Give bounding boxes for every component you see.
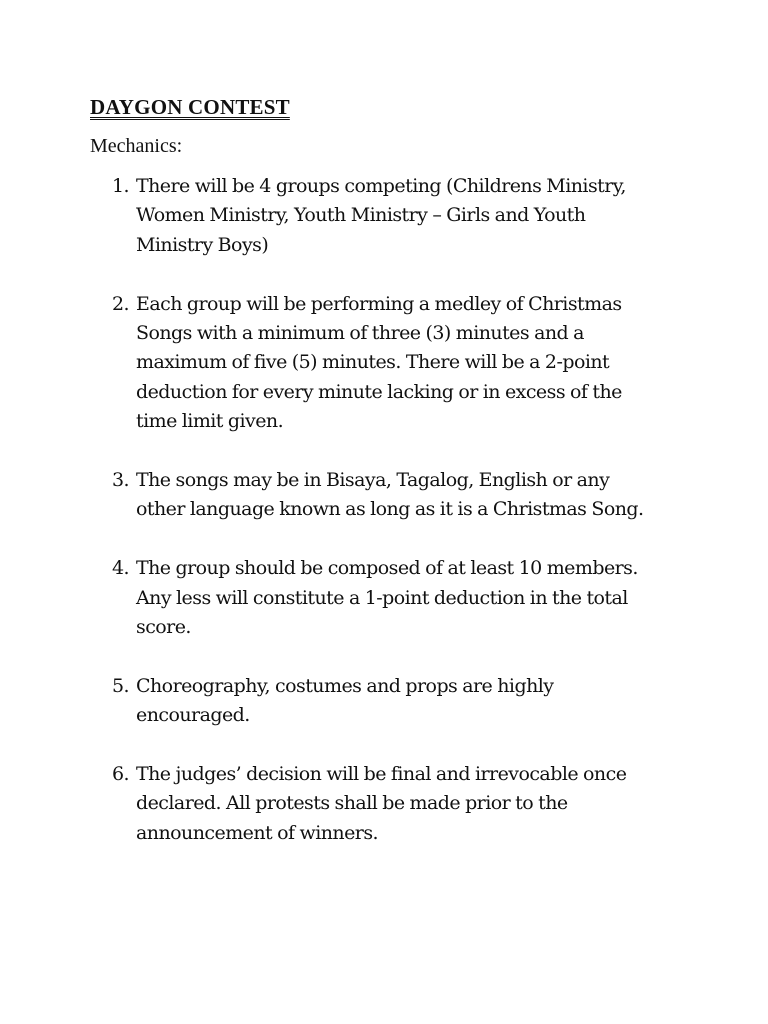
list-item (90, 172, 690, 260)
list-item-number: 3. (112, 469, 130, 492)
list-item (90, 290, 690, 437)
list-item-text-line: maximum of five (5) minutes. There will be a 2-point (136, 351, 610, 374)
list-item-text-line: The judges’ decision will be final and irrevocable once (136, 763, 627, 786)
list-item-number: 2. (112, 292, 130, 315)
list-item-number: 6. (112, 763, 130, 786)
list-item-text-line: Songs with a minimum of three (3) minutes and a (136, 322, 584, 345)
list-item-text-line: There will be 4 groups competing (Childrens Ministry, (136, 175, 626, 197)
list-item-text-line: other language known as long as it is a Christmas Song. (136, 498, 644, 521)
list-item-text-line: encouraged. (136, 704, 250, 727)
list-item-text-line: declared. All protests shall be made prior to the (136, 792, 568, 815)
list-item-text-line: The songs may be in Bisaya, Tagalog, English or any (136, 469, 610, 492)
list-item-text-line: deduction for every minute lacking or in excess of the (136, 380, 622, 403)
mechanics-list (90, 172, 690, 848)
list-item-text-line: score. (136, 616, 191, 639)
list-item-text-line: announcement of winners. (136, 821, 379, 844)
list-item (90, 466, 690, 525)
mechanics-heading: Mechanics: (90, 135, 183, 157)
list-item-text-line: The group should be composed of at least 10 members. (136, 557, 638, 580)
list-item-text-line: Women Ministry, Youth Ministry – Girls and Youth (136, 204, 586, 227)
list-item-text-line: time limit given. (136, 410, 284, 433)
list-item-number: 1. (112, 175, 130, 197)
list-item-number: 5. (112, 674, 130, 697)
list-item-text-line: Choreography, costumes and props are highly (136, 674, 554, 697)
list-item (90, 554, 690, 642)
list-item-text-line: Any less will constitute a 1-point deduction in the total (136, 586, 628, 609)
list-item-text-line: Ministry Boys) (136, 233, 269, 256)
document-title: DAYGON CONTEST (90, 95, 290, 119)
list-item (90, 760, 690, 848)
list-item-text-line: Each group will be performing a medley of Christmas (136, 292, 622, 315)
list-item (90, 672, 690, 731)
list-item-number: 4. (112, 557, 130, 580)
